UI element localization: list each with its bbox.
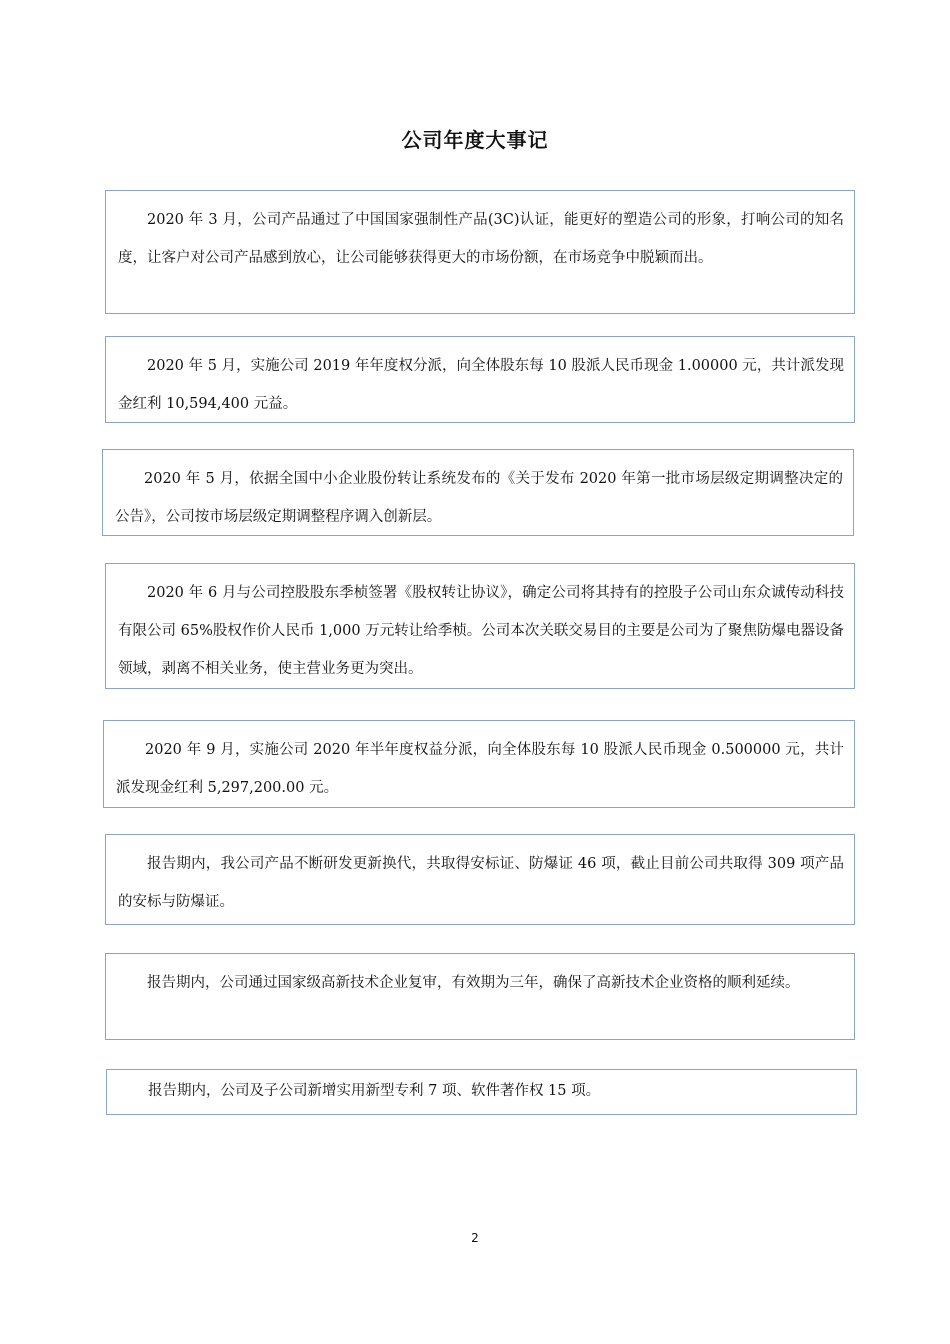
event-text: 报告期内，我公司产品不断研发更新换代，共取得安标证、防爆证 46 项，截止目前公司共取得 309 项产品的安标与防爆证。 (118, 856, 844, 910)
event-text: 报告期内，公司及子公司新增实用新型专利 7 项、软件著作权 15 项。 (148, 1083, 601, 1099)
event-box (103, 720, 855, 808)
page-title: 公司年度大事记 (401, 128, 549, 152)
event-box (106, 1069, 857, 1115)
event-box (105, 563, 855, 689)
event-text: 报告期内，公司通过国家级高新技术企业复审，有效期为三年，确保了高新技术企业资格的顺利延续。 (147, 975, 800, 991)
event-text: 2020 年 6 月与公司控股股东季桢签署《股权转让协议》，确定公司将其持有的控股子公司山东众诚传动科技有限公司 65%股权作价人民币 1,000 万元转让给季桢。公司本次关联交易目的主要是公司为了聚焦防爆电器设备领域，剥离不相关业务，使主营业务更为突出。 (118, 585, 844, 677)
event-box (102, 449, 854, 536)
page-number: 2 (471, 1231, 479, 1245)
event-text: 2020 年 9 月，实施公司 2020 年半年度权益分派，向全体股东每 10 股派人民币现金 0.500000 元，共计派发现金红利 5,297,200.00 元。 (116, 742, 844, 796)
event-box (105, 190, 855, 314)
event-text: 2020 年 3 月，公司产品通过了中国国家强制性产品(3C)认证，能更好的塑造公司的形象，打响公司的知名度，让客户对公司产品感到放心，让公司能够获得更大的市场份额，在市场竞争中脱颖而出。 (118, 212, 844, 266)
event-box (105, 834, 855, 925)
event-text: 2020 年 5 月，依据全国中小企业股份转让系统发布的《关于发布 2020 年第一批市场层级定期调整决定的公告》，公司按市场层级定期调整程序调入创新层。 (115, 471, 843, 525)
event-box (105, 953, 855, 1040)
event-text: 2020 年 5 月，实施公司 2019 年年度权分派，向全体股东每 10 股派人民币现金 1.00000 元，共计派发现金红利 10,594,400 元益。 (118, 358, 844, 412)
event-box (105, 336, 855, 423)
